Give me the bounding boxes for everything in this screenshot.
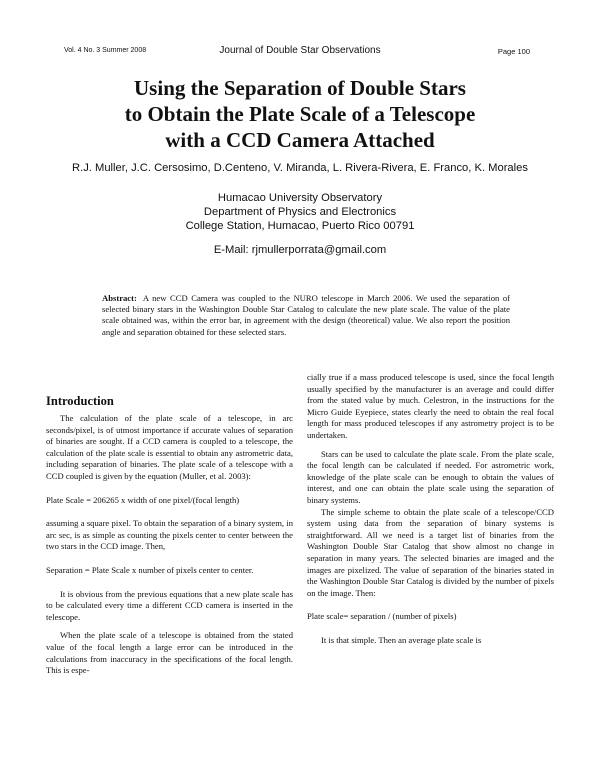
abstract — [102, 293, 510, 338]
volume-issue: Vol. 4 No. 3 Summer 2008 — [64, 47, 147, 54]
affiliation-line-2: Department of Physics and Electronics — [203, 206, 397, 218]
body-paragraph: It is obvious from the previous equations that a new plate scale has to be calculated every time a different CCD camera is inserted in the telescope. — [46, 588, 293, 622]
affiliation-line-1: Humacao University Observatory — [217, 192, 383, 204]
abstract-label: Abstract: — [102, 293, 137, 303]
affiliation — [0, 191, 600, 233]
contact-email: E-Mail: rjmullerporrata@gmail.com — [213, 244, 387, 256]
title-line-3: with a CCD Camera Attached — [165, 128, 435, 152]
body-paragraph: When the plate scale of a telescope is obtained from the stated value of the focal length a large error can be introduced in the calculations from inaccuracy in the specifications of the focal length. This is espe- — [46, 630, 293, 676]
journal-name: Journal of Double Star Observations — [219, 45, 381, 56]
abstract-text: A new CCD Camera was coupled to the NURO telescope in March 2006. We used the separation of selected binary stars in the Washington Double Star Catalog to calculate the new plate scale. The value of the plate scale obtained was, within the error bar, in agreement with the design (theoretical) value. We also report the position angle and separation obtained for these selected stars. — [102, 293, 510, 337]
body-paragraph: cially true if a mass produced telescope is used, since the focal length usually specified by the manufacturer is an average and could differ from the stated value by much. Celestron, in the instructions for the Micro Guide Eyepiece, states clearly the need to obtain the real focal length for mass produced telescopes if any astrometry project is to be undertaken. — [307, 372, 554, 440]
paper-title — [0, 75, 600, 153]
equation-plate-scale-ratio: Plate scale= separation / (number of pixels) — [307, 611, 457, 622]
author-list: R.J. Muller, J.C. Cersosimo, D.Centeno, V. Miranda, L. Rivera-Rivera, E. Franco, K. Morales — [72, 162, 528, 174]
section-heading-introduction: Introduction — [46, 394, 114, 408]
body-paragraph: assuming a square pixel. To obtain the separation of a binary system, in arc sec, is as simple as counting the pixels center to center between the two stars in the CCD image. Then, — [46, 518, 293, 552]
equation-separation: Separation = Plate Scale x number of pixels center to center. — [46, 564, 254, 575]
body-paragraph: Stars can be used to calculate the plate scale. From the plate scale, the focal length can be calculated if needed. For astrometric work, knowledge of the plate scale can be enough to obtain the values of interest, and one can obtain the plate scale using the separation of binary systems. — [307, 448, 554, 505]
page-number: Page 100 — [497, 47, 530, 56]
right-column — [307, 372, 554, 646]
affiliation-line-3: College Station, Humacao, Puerto Rico 00791 — [185, 220, 415, 232]
body-paragraph: The calculation of the plate scale of a telescope, in arc seconds/pixel, is of utmost importance if accurate values of separation of binaries are sought. If a CCD camera is coupled to a telescope, the calculation of the plate scale is essential to obtain any astrometric data, including separation of binaries. The plate scale of a telescope with a CCD coupled is given by the equation (Muller, et al. 2003): — [46, 413, 293, 481]
title-line-2: to Obtain the Plate Scale of a Telescope — [124, 102, 476, 126]
title-line-1: Using the Separation of Double Stars — [134, 76, 466, 100]
body-paragraph: The simple scheme to obtain the plate scale of a telescope/CCD system using data from the separation of binary systems is straightforward. All we need is a target list of binaries from the Washington Double Star Catalog that show almost no change in separation in many years. The selected binaries are imaged and the images are pixelized. The value of separation of the binaries stated in the Washington Double Star Catalog is divided by the number of pixels on the image. Then: — [307, 506, 554, 598]
body-paragraph: It is that simple. Then an average plate scale is — [321, 634, 482, 645]
equation-plate-scale: Plate Scale = 206265 x width of one pixel/(focal length) — [46, 494, 240, 505]
left-column — [46, 394, 293, 677]
